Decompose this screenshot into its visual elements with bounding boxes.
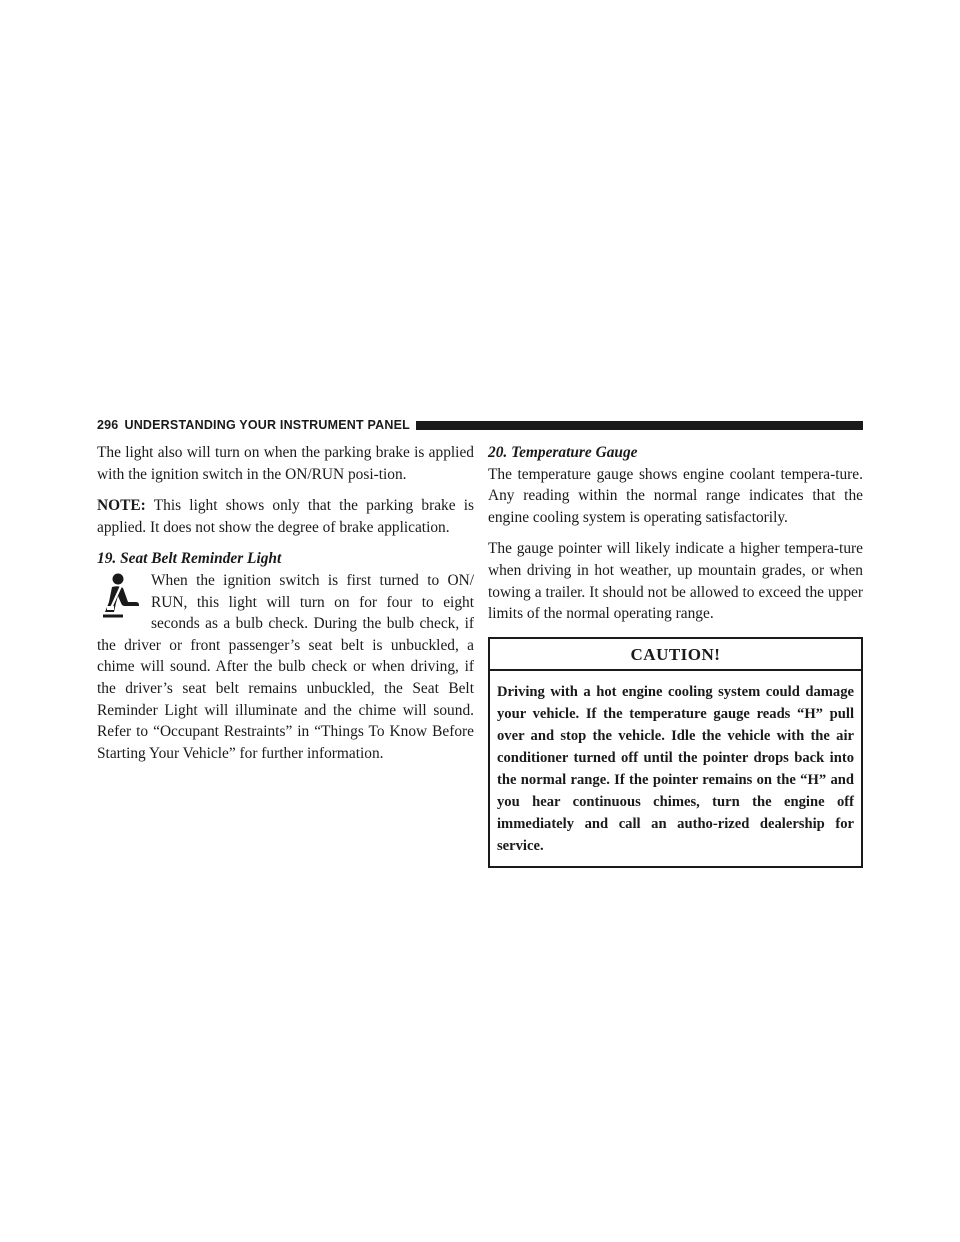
- note-label: NOTE:: [97, 497, 146, 515]
- caution-box: [488, 637, 863, 869]
- parking-brake-paragraph: The light also will turn on when the parking brake is applied with the ignition switch in the ON/RUN posi-tion.: [97, 444, 474, 483]
- header-rule: [416, 421, 863, 430]
- section-20-heading: 20. Temperature Gauge: [488, 444, 638, 461]
- gauge-pointer-paragraph: The gauge pointer will likely indicate a higher tempera-ture when driving in hot weather, up mountain grades, or when towing a trailer. It should not be allowed to exceed the upper limits of the normal operating range.: [488, 540, 863, 623]
- section-title: UNDERSTANDING YOUR INSTRUMENT PANEL: [124, 418, 410, 432]
- note-paragraph: [97, 495, 474, 538]
- section-19-paragraph: [97, 570, 474, 764]
- page-header: [97, 417, 863, 433]
- section-19-heading: 19. Seat Belt Reminder Light: [97, 550, 282, 568]
- right-column: [488, 442, 863, 868]
- caution-text: Driving with a hot engine cooling system could damage your vehicle. If the temperature gauge reads “H” pull over and stop the vehicle. Idle the vehicle with the air conditioner turned off until the pointer drops back into the normal range. If the pointer remains on the “H” and you hear continuous chimes, turn the engine off immediately and call an autho-rized dealership for service.: [497, 684, 854, 855]
- left-column: [97, 442, 474, 764]
- temperature-gauge-paragraph: The temperature gauge shows engine coolant tempera-ture. Any reading within the normal range indicates that the engine cooling system is operating satisfactorily.: [488, 465, 863, 526]
- caution-title: CAUTION!: [490, 639, 861, 672]
- seat-belt-icon: [101, 572, 141, 618]
- section-19-text: When the ignition switch is first turned to ON/ RUN, this light will turn on for four to eight seconds as a bulb check. During the bulb check, if the driver or front passenger’s seat belt is unbuckled, a chime will sound. After the bulb check or when driving, if the driver’s seat belt remains unbuckled, the Seat Belt Reminder Light will illuminate and the chime will sound. Refer to “Occupant Restraints” in “Things To Know Before Starting Your Vehicle” for further information.: [97, 571, 474, 762]
- page-number: 296: [97, 418, 119, 432]
- note-text: This light shows only that the parking brake is applied. It does not show the degree of brake application.: [97, 497, 474, 536]
